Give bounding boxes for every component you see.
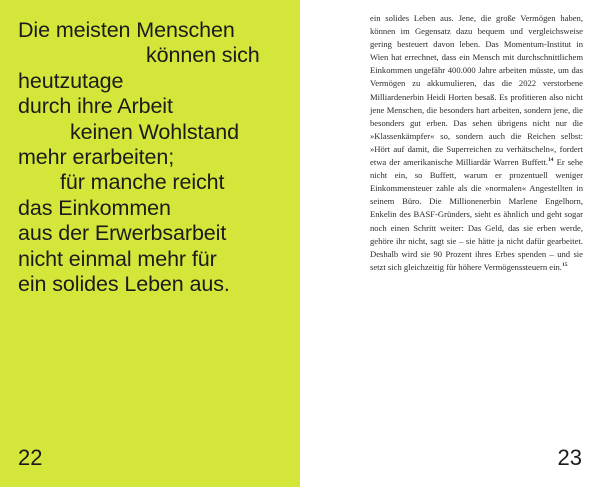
quote-line: keinen Wohlstand (70, 119, 239, 144)
pull-quote (18, 18, 290, 297)
body-paragraph (370, 12, 583, 274)
quote-line: das Einkommen (18, 195, 171, 220)
quote-line: aus der Erwerbsarbeit (18, 221, 227, 246)
footnote-marker: 14 (548, 157, 554, 164)
quote-line: für manche reicht (60, 170, 225, 195)
page-number-right: 23 (557, 445, 582, 470)
quote-line: ein solides Leben aus. (18, 272, 230, 297)
quote-line: können sich (146, 43, 260, 68)
body-text-part2: Er sehe nicht ein, so Buffett, warum er prozentuell weniger Einkommensteuer zahle als die »normalen« Angestellten in seinem Büro. Die Millionenerbin Marlene Engelhorn, Enkelin des BASF-Gründers, sieht es ähnlich und geht sogar noch einen Schritt weiter: Das Geld, das sie erben werde, gehöre ihr nicht, sagt sie – sie hätte ja nicht dafür gearbeitet. Deshalb wird sie 90 Prozent ihres Erbes spenden – und sie setzt sich gleichzeitig für höhere Vermögenssteuern ein. (370, 157, 583, 272)
page-number-left: 22 (18, 445, 43, 470)
quote-line: mehr erarbeiten; (18, 145, 175, 170)
body-text-part1: ein solides Leben aus. Jene, die große Vermögen haben, können im Gegensatz dazu bequem und vergleichsweise gering besteuert davon leben. Das Momentum-Institut in Wien hat errechnet, dass ein Mensch mit durchschnittlichem Einkommen ungefähr 400.000 Jahre arbeiten müsste, um das Vermögen zu akkumulieren, das die 2022 verstorbene Milliardenerbin Heidi Horten besaß. Es profitieren also nicht jene Menschen, die besonders hart arbeiten, sondern jene, die besonders gut erben. Das sehen übrigens nicht nur die »Klassenkämpfer« so, sondern auch die Reichen selbst: »Hört auf damit, die Superreichen zu verhätscheln«, fordert etwa der amerikanische Milliardär Warren Buffett. (370, 13, 583, 168)
footnote-marker: 15 (561, 261, 568, 268)
quote-line: Die meisten Menschen (18, 18, 235, 42)
quote-line: nicht einmal mehr für (18, 246, 217, 271)
quote-line: durch ihre Arbeit (18, 94, 173, 119)
quote-line: heutzutage (18, 68, 124, 93)
